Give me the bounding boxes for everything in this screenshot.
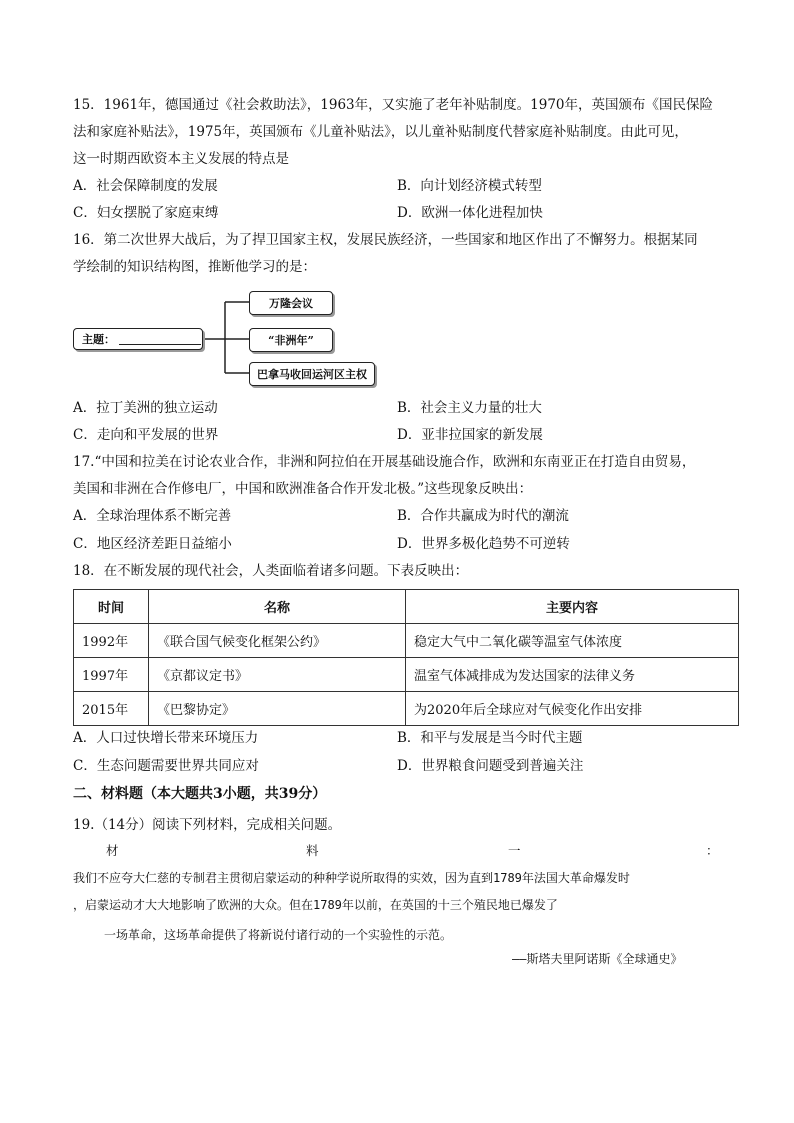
q16-option-c[interactable]: C．走向和平发展的世界 xyxy=(73,427,219,443)
material-text-line2: ，启蒙运动才大大地影响了欧洲的大众。但在1789年以前，在英国的十三个殖民地已爆发了 xyxy=(73,898,558,912)
diagram-branch-africa-year: “非洲年” xyxy=(249,328,333,352)
table-cell: 为2020年后全球应对气候变化作出安排 xyxy=(406,692,739,726)
q16-option-a[interactable]: A．拉丁美洲的独立运动 xyxy=(73,400,218,416)
q17-option-c[interactable]: C．地区经济差距日益缩小 xyxy=(73,536,232,552)
table-cell: 1992年 xyxy=(74,624,149,658)
q16-stem-line2: 学绘制的知识结构图，推断他学习的是： xyxy=(73,259,316,275)
q15-option-b[interactable]: B．向计划经济模式转型 xyxy=(397,178,542,194)
table-cell: 2015年 xyxy=(74,692,149,726)
table-cell: 《联合国气候变化框架公约》 xyxy=(149,624,406,658)
knowledge-structure-diagram xyxy=(73,290,393,390)
q17-option-b[interactable]: B．合作共赢成为时代的潮流 xyxy=(397,508,569,524)
material-heading-char: 料 xyxy=(306,843,319,858)
table-header-cell: 时间 xyxy=(74,590,149,624)
q19-intro: 19.（14分）阅读下列材料，完成相关问题。 xyxy=(73,817,342,833)
q16-option-b[interactable]: B．社会主义力量的壮大 xyxy=(397,400,542,416)
diagram-branch-panama-canal: 巴拿马收回运河区主权 xyxy=(249,362,375,386)
q18-option-c[interactable]: C．生态问题需要世界共同应对 xyxy=(73,758,259,774)
table-cell: 稳定大气中二氧化碳等温室气体浓度 xyxy=(406,624,739,658)
q17-stem-line1: 17.“中国和拉美在讨论农业合作，非洲和阿拉伯在开展基础设施合作，欧洲和东南亚正在打造自由贸易， xyxy=(73,454,696,470)
q18-option-d[interactable]: D．世界粮食问题受到普遍关注 xyxy=(397,758,584,774)
material-heading-char: 一 xyxy=(508,843,521,858)
q15-stem-line1: 15．1961年，德国通过《社会救助法》，1963年，又实施了老年补贴制度。1970年，英国颁布《国民保险 xyxy=(73,97,713,113)
q15-option-a[interactable]: A．社会保障制度的发展 xyxy=(73,178,218,194)
table-row xyxy=(74,692,739,726)
table-header-cell: 主要内容 xyxy=(406,590,739,624)
q17-option-d[interactable]: D．世界多极化趋势不可逆转 xyxy=(397,536,570,552)
q17-stem-line2: 美国和非洲在合作修电厂，中国和欧洲准备合作开发北极。”这些现象反映出： xyxy=(73,481,533,497)
table-cell: 《京都议定书》 xyxy=(149,658,406,692)
treaty-table xyxy=(73,589,739,726)
q16-stem-line1: 16．第二次世界大战后，为了捍卫国家主权，发展民族经济，一些国家和地区作出了不懈努力。根据某同 xyxy=(73,232,698,248)
diagram-branch-bandung: 万隆会议 xyxy=(249,291,333,315)
material-heading-char: ： xyxy=(706,843,719,858)
section-heading: 二、材料题（本大题共3小题，共39分） xyxy=(73,786,327,802)
table-row xyxy=(74,658,739,692)
q15-stem-line2: 法和家庭补贴法》，1975年，英国颁布《儿童补贴法》，以儿童补贴制度代替家庭补贴制度。由此可见， xyxy=(73,124,688,140)
q15-stem-line3: 这一时期西欧资本主义发展的特点是 xyxy=(73,151,289,167)
q16-option-d[interactable]: D．亚非拉国家的新发展 xyxy=(397,427,543,443)
q18-option-a[interactable]: A．人口过快增长带来环境压力 xyxy=(73,730,259,746)
material-text-line1: 我们不应夸大仁慈的专制君主贯彻启蒙运动的种种学说所取得的实效，因为直到1789年法国大革命爆发时 xyxy=(73,871,630,885)
material-source: ——斯塔夫里阿诺斯《全球通史》 xyxy=(512,952,683,966)
diagram-topic-box xyxy=(73,328,203,350)
material-text-line3: 一场革命，这场革命提供了将新说付诸行动的一个实验性的示范。 xyxy=(104,928,453,942)
table-header-cell: 名称 xyxy=(149,590,406,624)
diagram-topic-blank xyxy=(119,334,201,345)
q18-option-b[interactable]: B．和平与发展是当今时代主题 xyxy=(397,730,583,746)
table-header-row xyxy=(74,590,739,624)
table-cell: 《巴黎协定》 xyxy=(149,692,406,726)
q18-stem: 18．在不断发展的现代社会，人类面临着诸多问题。下表反映出： xyxy=(73,563,469,579)
q15-option-d[interactable]: D．欧洲一体化进程加快 xyxy=(397,205,543,221)
material-heading-char: 材 xyxy=(106,843,119,858)
table-cell: 温室气体减排成为发达国家的法律义务 xyxy=(406,658,739,692)
q17-option-a[interactable]: A．全球治理体系不断完善 xyxy=(73,508,232,524)
q15-option-c[interactable]: C．妇女摆脱了家庭束缚 xyxy=(73,205,219,221)
table-row xyxy=(74,624,739,658)
diagram-topic-label: 主题： xyxy=(82,333,115,346)
table-cell: 1997年 xyxy=(74,658,149,692)
